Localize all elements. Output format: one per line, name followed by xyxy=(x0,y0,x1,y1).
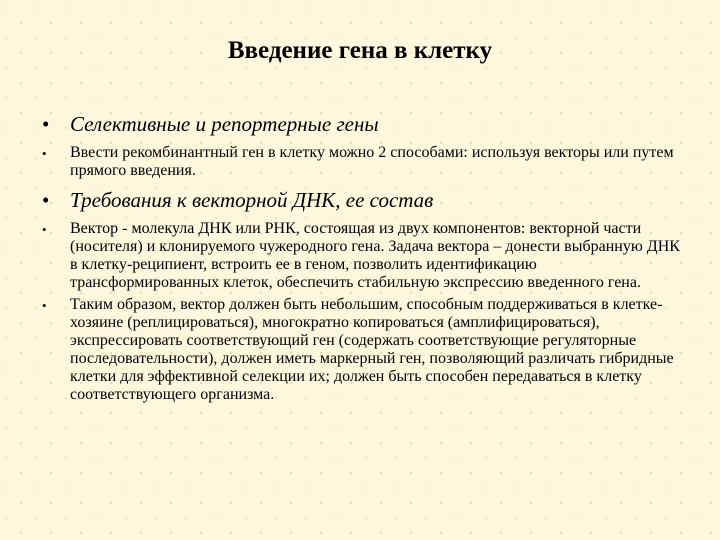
bullet-list xyxy=(40,112,690,404)
bullet-icon: • xyxy=(42,298,47,313)
bullet-item-vector-definition xyxy=(40,220,690,292)
bullet-icon: • xyxy=(42,188,50,212)
bullet-item-vector-properties xyxy=(40,296,690,404)
bullet-item-selective-genes xyxy=(40,112,690,136)
bullet-text: Требования к векторной ДНК, ее состав xyxy=(70,188,434,212)
bullet-text: Ввести рекомбинантный ген в клетку можно 2 способами: используя векторы или путем прямого введения. xyxy=(70,144,674,179)
slide-title: Введение гена в клетку xyxy=(227,37,493,64)
bullet-text: Таким образом, вектор должен быть небольшим, способным поддерживаться в клетке-хозяине (реплицироваться), многократно копироваться (амплифицироваться), экспрессировать соответствующий ген (содержать соответствующие регуляторные последовательности), должен иметь маркерный ген, позволяющий различать гибридные клетки для эффективной селекции их; должен быть способен передаваться в клетку соответствующего организма. xyxy=(70,296,674,403)
bullet-item-introduction-methods xyxy=(40,144,690,180)
bullet-text: Селективные и репортерные гены xyxy=(70,112,379,136)
bullet-icon: • xyxy=(42,112,50,136)
bullet-icon: • xyxy=(42,146,47,161)
bullet-icon: • xyxy=(42,222,47,237)
bullet-item-vector-requirements xyxy=(40,188,690,212)
bullet-text: Вектор - молекула ДНК или РНК, состоящая из двух компонентов: векторной части (носителя) и клонируемого чужеродного гена. Задача вектора – донести выбранную ДНК в клетку-реципиент, встроить ее в геном, позволить идентификацию трансформированных клеток, обеспечить стабильную экспрессию введенного гена. xyxy=(70,220,680,291)
